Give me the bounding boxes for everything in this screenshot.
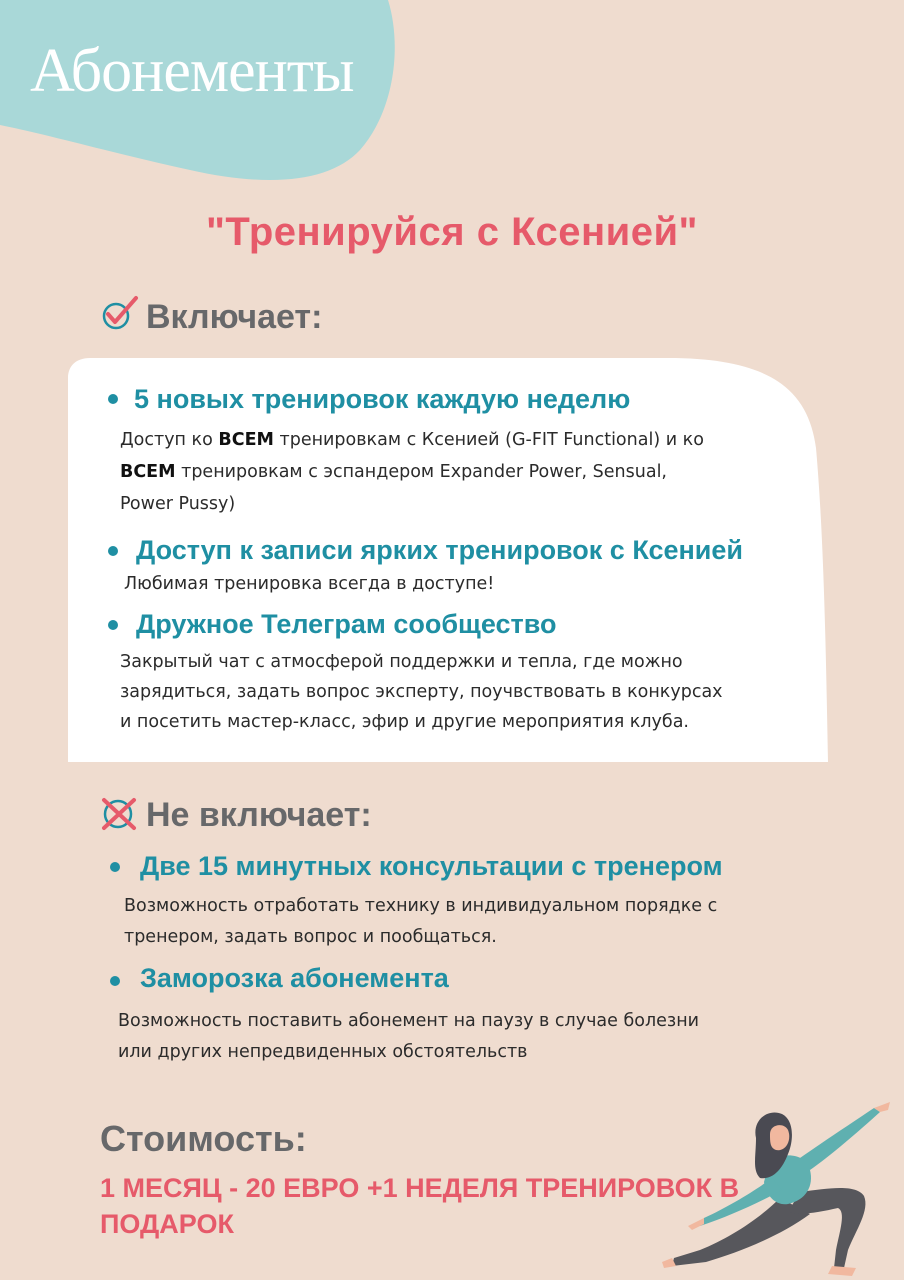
bullet-dot bbox=[110, 976, 120, 986]
description-text: и посетить мастер-класс, эфир и другие мероприятия клуба. bbox=[120, 712, 689, 732]
description-line bbox=[120, 707, 723, 737]
description-line bbox=[120, 456, 704, 488]
cross-circle-icon bbox=[100, 796, 138, 832]
included-item-description bbox=[120, 647, 723, 737]
bullet-dot bbox=[108, 620, 118, 630]
included-item-description bbox=[120, 424, 704, 520]
included-item-title: Доступ к записи ярких тренировок с Ксенией bbox=[136, 535, 743, 565]
excluded-heading bbox=[146, 798, 372, 832]
included-item-description bbox=[124, 568, 494, 600]
description-text: Любимая тренировка всегда в доступе! bbox=[124, 574, 495, 594]
excluded-item-title: Заморозка абонемента bbox=[140, 963, 449, 993]
bullet-dot bbox=[108, 546, 118, 556]
description-line bbox=[124, 568, 494, 600]
price-text: 1 МЕСЯЦ - 20 ЕВРО +1 НЕДЕЛЯ ТРЕНИРОВОК В ПОДАРОК bbox=[100, 1173, 740, 1239]
description-text: или других непредвиденных обстоятельств bbox=[118, 1042, 528, 1062]
description-line bbox=[120, 488, 704, 520]
emphasis-text: ВСЕМ bbox=[120, 462, 176, 482]
excluded-item-title: Две 15 минутных консультации с тренером bbox=[140, 851, 723, 881]
description-text: тренировкам с эспандером Expander Power, Sensual, bbox=[175, 462, 667, 482]
excluded-item-description bbox=[124, 891, 717, 953]
description-line bbox=[124, 922, 717, 953]
excluded-heading-label: Не включает: bbox=[146, 796, 372, 834]
description-line bbox=[120, 677, 723, 707]
yoga-woman-illustration bbox=[660, 1100, 900, 1280]
description-line bbox=[118, 1006, 699, 1037]
description-text: тренером, задать вопрос и пообщаться. bbox=[124, 927, 497, 947]
bullet-dot bbox=[110, 862, 120, 872]
bullet-dot bbox=[108, 394, 118, 404]
description-line bbox=[120, 647, 723, 677]
description-text: Закрытый чат с атмосферой поддержки и тепла, где можно bbox=[120, 652, 683, 672]
description-text: Возможность отработать технику в индивидуальном порядке с bbox=[124, 896, 718, 916]
description-text: тренировкам с Ксенией (G-FIT Functional) и ко bbox=[273, 430, 704, 450]
program-subtitle: "Тренируйся с Ксенией" bbox=[205, 210, 699, 254]
emphasis-text: ВСЕМ bbox=[218, 430, 274, 450]
included-item-title: Дружное Телеграм сообщество bbox=[136, 609, 557, 639]
included-heading bbox=[146, 300, 322, 334]
description-line bbox=[120, 424, 704, 456]
price-heading: Стоимость: bbox=[100, 1118, 307, 1159]
description-text: зарядиться, задать вопрос эксперту, поучвствовать в конкурсах bbox=[120, 682, 723, 702]
check-circle-icon bbox=[100, 294, 140, 332]
included-heading-label: Включает: bbox=[146, 298, 323, 336]
included-item-title: 5 новых тренировок каждую неделю bbox=[134, 384, 631, 414]
description-line bbox=[124, 891, 717, 922]
excluded-item-description bbox=[118, 1006, 699, 1068]
description-text: Power Pussy) bbox=[120, 494, 236, 514]
description-line bbox=[118, 1037, 699, 1068]
page-title: Абонементы bbox=[30, 37, 354, 105]
description-text: Доступ ко bbox=[120, 430, 219, 450]
description-text: Возможность поставить абонемент на паузу в случае болезни bbox=[118, 1011, 700, 1031]
